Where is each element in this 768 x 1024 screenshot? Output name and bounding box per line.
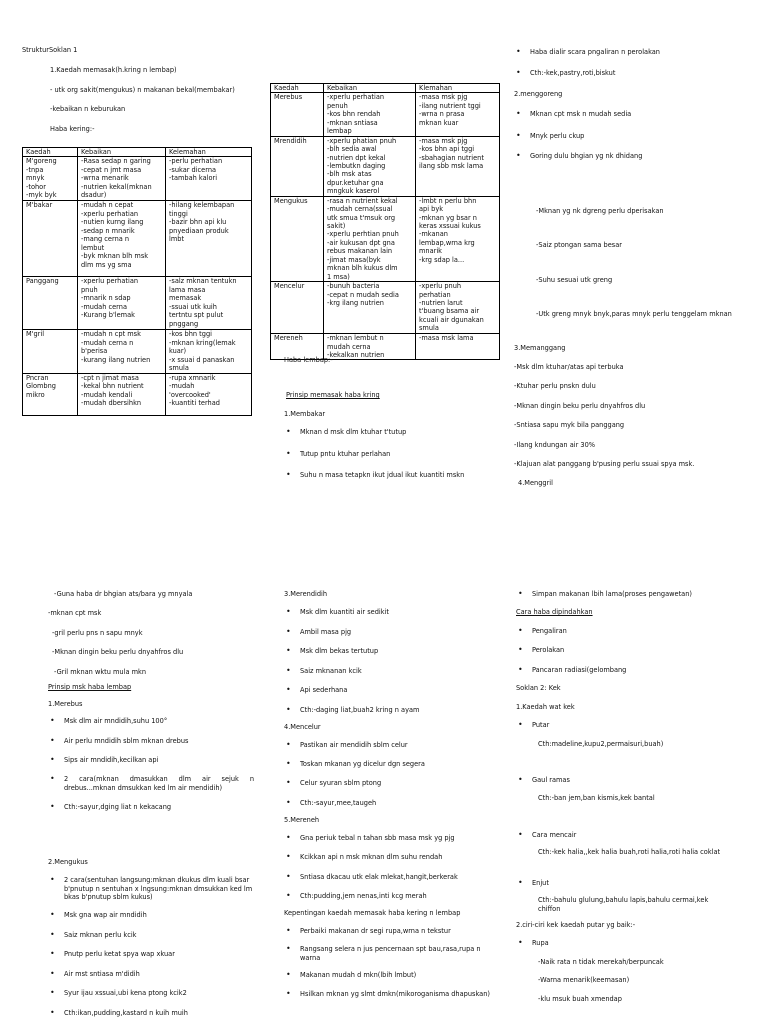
list-item: • Perolakan bbox=[516, 646, 750, 654]
text-line: -Mknan dingin beku perlu dnyahfros dlu bbox=[52, 648, 184, 657]
text-line: -Mknan yg nk dgreng perlu dperisakan bbox=[536, 206, 664, 215]
list-item: • Saiz mknan perlu kcik bbox=[48, 931, 254, 939]
text-line: -Warna menarik(keemasan) bbox=[538, 976, 630, 985]
table-header: Kaedah bbox=[23, 148, 78, 157]
table-cell: Mrendidih bbox=[271, 136, 324, 196]
table-cell: -mudah n cepat -xperlu perhatian -nutien kurng ilang -sedap n mnarik -mang cerna n lembut -byk mknan blh msk dlm ms yg sma bbox=[78, 201, 166, 277]
list-item: • Syur ijau xssuai,ubi kena ptong kcik2 bbox=[48, 989, 254, 997]
table-row bbox=[23, 277, 252, 330]
table-header: Klemahan bbox=[416, 84, 500, 93]
list-item: • Hsilkan mknan yg slmt dmkn(mikoroganisma dhapuskan) bbox=[284, 990, 494, 998]
list-item: • Rupa bbox=[516, 939, 750, 947]
list-item: • Cth:-sayur,dging liat n kekacang bbox=[48, 803, 254, 811]
table-cell: -kos bhn tggi -mknan kring(lemak kuar) -x ssuai d panaskan smula bbox=[166, 330, 252, 373]
list-item: • Toskan mkanan yg dicelur dgn segera bbox=[284, 760, 494, 768]
table-cell: -xperlu perhatian pnuh -mnarik n sdap -mudah cerna -Kurang b'lemak bbox=[78, 277, 166, 330]
example-line: Cth:-bahulu glulung,bahulu lapis,bahulu cermai,kek chiffon bbox=[538, 896, 709, 913]
list-item: • Simpan makanan lbih lama(proses pengawetan) bbox=[516, 590, 750, 598]
table-cell: -mknan lembut n mudah cerna -kekalkan nutrien bbox=[324, 334, 416, 360]
text-line: -Mknan dingin beku perlu dnyahfros dlu bbox=[514, 401, 646, 410]
text-line: -mknan cpt msk bbox=[48, 609, 102, 618]
table-cell: -lmbt n perlu bhn api byk -mknan yg bsar n keras xssuai kukus -mkanan lembap,wrna krg mnarik -krg sdap la... bbox=[416, 196, 500, 281]
list-item: • Tutup pntu ktuhar perlahan bbox=[284, 450, 500, 458]
text-line: -Utk greng mnyk bnyk,paras mnyk perlu tenggelam mknan bbox=[536, 309, 732, 318]
table-cell: -salz mknan tentukn lama masa memasak -ssuai utk kuih tertntu spt pulut pnggang bbox=[166, 277, 252, 330]
table-cell: -hilang kelembapan tinggi -bazir bhn api klu pnyediaan produk lmbt bbox=[166, 201, 252, 277]
section-heading: Kepentingan kaedah memasak haba kering n lembap bbox=[284, 909, 461, 918]
table-cell: -masa msk pjg -ilang nutrient tggi -wrna n prasa mknan kuar bbox=[416, 93, 500, 136]
table-row bbox=[23, 201, 252, 277]
section-heading: 2.menggoreng bbox=[514, 89, 563, 98]
section-heading: 3.Memanggang bbox=[514, 344, 566, 353]
table-header: Kaedah bbox=[271, 84, 324, 93]
table-cell: -rupa xmnarik -mudah 'overcooked' -kuantiti terhad bbox=[166, 373, 252, 415]
table-cell: -masa msk pjg -kos bhn api tggi -sbahagian nutrient ilang sbb msk lama bbox=[416, 136, 500, 196]
table-cell: Mengukus bbox=[271, 196, 324, 281]
table-cell: Merebus bbox=[271, 93, 324, 136]
list-item: • Suhu n masa tetapkn ikut jdual ikut kuantiti mskn bbox=[284, 471, 500, 479]
text-line: -kebaikan n keburukan bbox=[50, 105, 126, 114]
table-cell: -xperlu pnuh perhatian -nutrien larut t'buang bsama air kcuali air dgunakan smula bbox=[416, 282, 500, 334]
list-item: • Cth:-daging liat,buah2 kring n ayam bbox=[284, 706, 494, 714]
list-item: • Msk dlm kuantiti air sedikit bbox=[284, 608, 494, 616]
list-item: • Msk dlm air mndidih,suhu 100° bbox=[48, 717, 254, 725]
section-heading: 1.Merebus bbox=[48, 699, 83, 708]
table-header: Kelemahan bbox=[166, 148, 252, 157]
list-item: • Perbaiki makanan dr segi rupa,wrna n tekstur bbox=[284, 927, 494, 935]
section-heading: 2.ciri-ciri kek kaedah putar yg baik:- bbox=[516, 921, 636, 929]
section-heading: 2.Mengukus bbox=[48, 857, 88, 866]
text-line: -klu msuk buah xmendap bbox=[538, 994, 622, 1003]
list-item: • Ambil masa pjg bbox=[284, 628, 494, 636]
text-line: -Msk dlm ktuhar/atas api terbuka bbox=[514, 362, 624, 371]
text-line: -gril perlu pns n sapu mnyk bbox=[52, 628, 143, 637]
text-line: -Klajuan alat panggang b'pusing perlu ssuai spya msk. bbox=[514, 460, 695, 468]
text-line: -Gril mknan wktu mula mkn bbox=[54, 667, 147, 676]
table-row bbox=[271, 136, 500, 196]
table-row bbox=[271, 196, 500, 281]
table-row bbox=[23, 330, 252, 373]
section-heading: 4.Mencelur bbox=[284, 723, 321, 732]
list-item: • Sips air mndidih,kecilkan api bbox=[48, 756, 254, 764]
table-header-row bbox=[23, 148, 252, 157]
table-cell: -cpt n jimat masa -kekal bhn nutrient -mudah kendali -mudah dbersihkn bbox=[78, 373, 166, 415]
list-item: • Enjut bbox=[516, 879, 750, 887]
example-line: Cth:madeline,kupu2,permaisuri,buah) bbox=[538, 739, 664, 748]
section-heading: 4.Menggril bbox=[518, 479, 553, 488]
table-cell: Mereneh bbox=[271, 334, 324, 360]
table-cell: Mencelur bbox=[271, 282, 324, 334]
table-cell: -xperlu phatian pnuh -blh sedia awal -nutrien dpt kekal -lembutkn daging -blh msk atas dpur.ketuhar gna mngkuk kaserol bbox=[324, 136, 416, 196]
table-cell: M'bakar bbox=[23, 201, 78, 277]
table-cell: -bunuh bacteria -cepat n mudah sedia -krg ilang nutrien bbox=[324, 282, 416, 334]
list-item: • Mknan d msk dlm ktuhar t'tutup bbox=[284, 428, 500, 436]
list-item: • Goring dulu bhgian yg nk dhidang bbox=[514, 152, 750, 160]
table-cell: Pncran Glombng mikro bbox=[23, 373, 78, 415]
text-line: Haba kering:- bbox=[50, 124, 95, 133]
column-5 bbox=[284, 590, 494, 998]
list-item: • Mnyk perlu ckup bbox=[514, 132, 750, 140]
list-item: • Cth:-kek,pastry,roti,biskut bbox=[514, 69, 750, 77]
text-line: Haba lembap:- bbox=[284, 356, 333, 364]
list-item: • Api sederhana bbox=[284, 686, 494, 694]
list-item: • Gaul ramas bbox=[516, 776, 750, 784]
table-cell: M'gril bbox=[23, 330, 78, 373]
text-line: -Guna haba dr bhgian ats/bara yg mnyala bbox=[54, 590, 193, 598]
list-item: • Sntiasa dkacau utk elak mlekat,hangit,berkerak bbox=[284, 873, 494, 881]
section-title: Prinsip msk haba lembap bbox=[48, 683, 132, 692]
section-title: Prinsip memasak haba kring bbox=[286, 391, 380, 400]
section-heading: Soklan 2: Kek bbox=[516, 684, 561, 693]
list-item: • Pancaran radiasi(gelombang bbox=[516, 666, 750, 674]
section-heading: 5.Mereneh bbox=[284, 816, 320, 825]
list-item: • Cth:pudding,jem nenas,inti kcg merah bbox=[284, 892, 494, 900]
list-item: • Cth:ikan,pudding,kastard n kuih muih bbox=[48, 1009, 254, 1017]
list-item: • Air mst sntiasa m'didih bbox=[48, 970, 254, 978]
example-line: Cth:-ban jem,ban kismis,kek bantal bbox=[538, 794, 655, 803]
column-2-text bbox=[270, 356, 500, 480]
table-cell: -mudah n cpt msk -mudah cerna n b'perisa -kurang ilang nutrien bbox=[78, 330, 166, 373]
list-item: • Cara mencair bbox=[516, 831, 750, 839]
list-item: • Kcikkan api n msk mknan dlm suhu rendah bbox=[284, 853, 494, 861]
table-cell: -xperlu perhatian penuh -kos bhn rendah -mknan sntiasa lembap bbox=[324, 93, 416, 136]
section-heading: 1.Kaedah wat kek bbox=[516, 702, 575, 711]
list-item: • Mknan cpt msk n mudah sedia bbox=[514, 110, 750, 118]
list-item: • Pengaliran bbox=[516, 627, 750, 635]
table-row bbox=[23, 157, 252, 201]
table-header-row bbox=[271, 84, 500, 93]
text-line: -Ilang kndungan air 30% bbox=[514, 440, 596, 449]
table-cell: -masa msk lama bbox=[416, 334, 500, 360]
section-heading: 1.Kaedah memasak(h.kring n lembap) bbox=[50, 66, 177, 75]
list-item: • 2 cara(mknan dmasukkan dlm air sejuk n drebus...mknan dmsukkan ked lm air mendidih) bbox=[48, 775, 254, 792]
section-title: Cara haba dipindahkan bbox=[516, 608, 593, 617]
list-item: • Saiz mknanan kcik bbox=[284, 667, 494, 675]
column-6 bbox=[516, 590, 750, 1003]
section-heading: 1.Membakar bbox=[284, 409, 326, 418]
table-cell: -rasa n nutrient kekal -mudah cerna(ssual utk smua t'msuk org sakit) -xperlu perhtian pnuh -air kukusan dpt gna rebus makanan lain -jimat masa(byk mknan blh kukus dlm 1 msa) bbox=[324, 196, 416, 281]
table-header: Kebaikan bbox=[78, 148, 166, 157]
list-item: • Cth:-sayur,mee,taugeh bbox=[284, 799, 494, 807]
table-cell: -perlu perhatian -sukar dicerna -tambah kalori bbox=[166, 157, 252, 201]
table-row bbox=[23, 373, 252, 415]
list-item: • 2 cara(sentuhan langsung:mknan dkukus dlm kuali bsar b'pnutup n sentuhan x lngsung:mknan dmsukkan ked lm bkas b'pnutup sblm kukus) bbox=[48, 876, 254, 901]
text-line: -Sntiasa sapu myk bila panggang bbox=[514, 421, 625, 430]
column-4 bbox=[48, 590, 254, 1017]
table-cell: -Rasa sedap n garing -cepat n jmt masa -wrna menarik -nutrien kekal(mknan dsadur) bbox=[78, 157, 166, 201]
list-item: • Air perlu mndidih sblm mknan drebus bbox=[48, 737, 254, 745]
page-title: StrukturSoklan 1 bbox=[22, 46, 78, 54]
table-cell: M'goreng -tnpa mnyk -tohor -myk byk bbox=[23, 157, 78, 201]
text-line: - utk org sakit(mengukus) n makanan bekal(membakar) bbox=[50, 85, 235, 94]
list-item: • Putar bbox=[516, 721, 750, 729]
section-heading: 3.Merendidih bbox=[284, 590, 328, 598]
table-cell: Panggang bbox=[23, 277, 78, 330]
text-line: -Saiz ptongan sama besar bbox=[536, 241, 622, 250]
column-1 bbox=[22, 46, 252, 144]
example-line: Cth:-kek halia,,kek halia buah,roti halia,roti halia coklat bbox=[538, 848, 721, 857]
list-item: • Msk gna wap air mndidih bbox=[48, 911, 254, 919]
text-line: -Naik rata n tidak merekah/berpuncak bbox=[538, 957, 664, 966]
kaedah-table-1 bbox=[22, 147, 252, 416]
list-item: • Makanan mudah d mkn(lbih lmbut) bbox=[284, 971, 494, 979]
kaedah-table-2 bbox=[270, 83, 500, 360]
list-item: • Celur syuran sblm ptong bbox=[284, 779, 494, 787]
list-item: • Haba dialir scara pngaliran n perolakan bbox=[514, 48, 750, 56]
table-header: Kebaikan bbox=[324, 84, 416, 93]
text-line: -Ktuhar perlu pnskn dulu bbox=[514, 382, 596, 391]
text-line: -Suhu sesuai utk greng bbox=[536, 275, 613, 284]
list-item: • Gna periuk tebal n tahan sbb masa msk yg pjg bbox=[284, 834, 494, 842]
table-row bbox=[271, 282, 500, 334]
list-item: • Rangsang selera n jus pencernaan spt bau,rasa,rupa n warna bbox=[284, 945, 494, 962]
table-row bbox=[271, 93, 500, 136]
list-item: • Msk dlm bekas tertutup bbox=[284, 647, 494, 655]
list-item: • Pastikan air mendidih sblm celur bbox=[284, 741, 494, 749]
list-item: • Pnutp perlu ketat spya wap xkuar bbox=[48, 950, 254, 958]
column-3 bbox=[514, 48, 750, 488]
